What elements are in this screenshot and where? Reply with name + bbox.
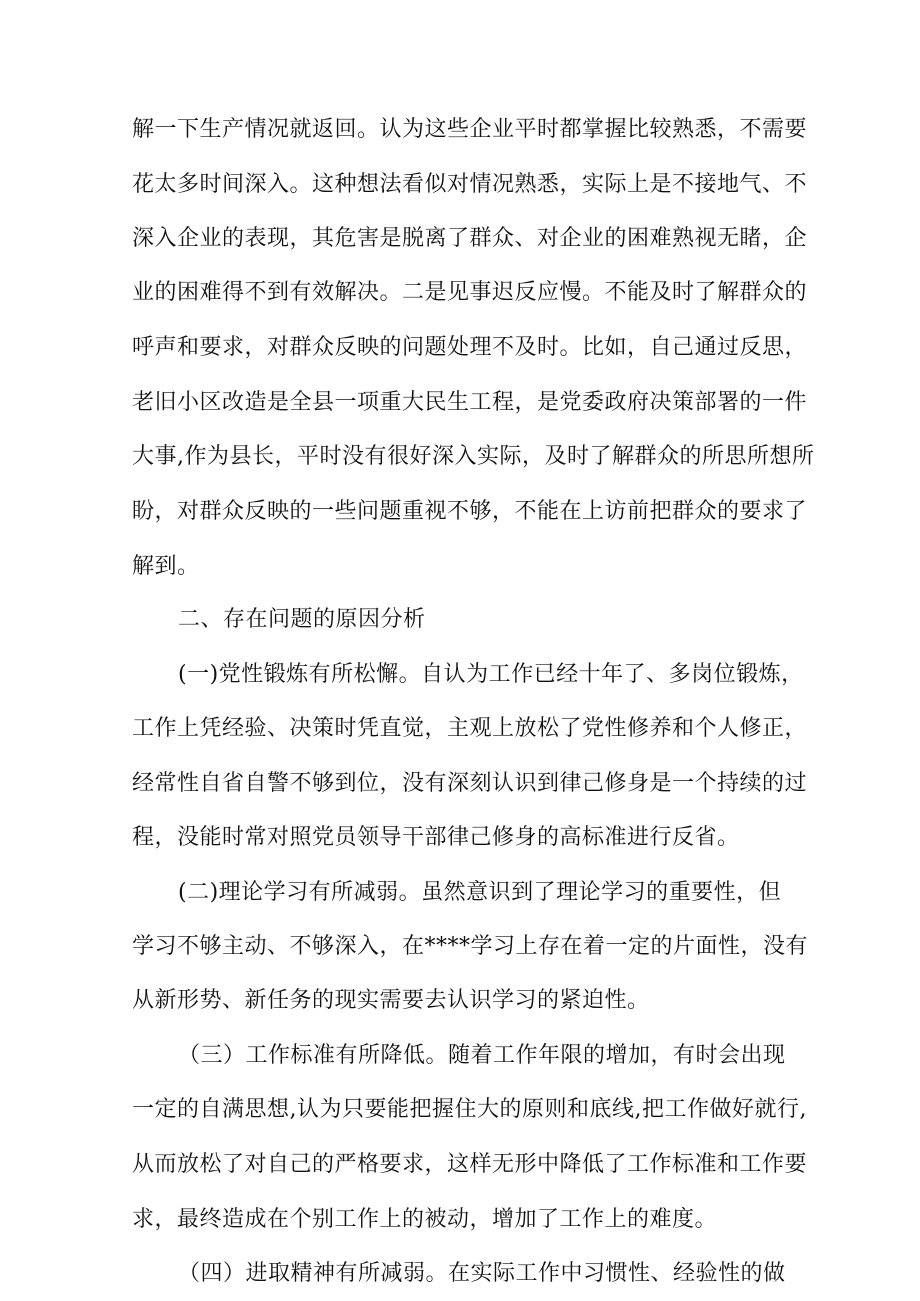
paragraph-line: 老旧小区改造是全县一项重大民生工程，是党委政府决策部署的一件 — [132, 390, 808, 415]
paragraph-line: 求，最终造成在个别工作上的被动，增加了工作上的难度。 — [132, 1207, 718, 1232]
paragraph-line: 大事,作为县长，平时没有很好深入实际，及时了解群众的所思所想所 — [132, 444, 815, 469]
paragraph-line: 呼声和要求，对群众反映的问题处理不及时。比如，自己通过反思， — [132, 335, 808, 360]
paragraph-line: 解到。 — [132, 554, 200, 579]
paragraph-line: （三）工作标准有所降低。随着工作年限的增加，有时会出现 — [178, 1043, 786, 1068]
paragraph-line: 从新形势、新任务的现实需要去认识学习的紧迫性。 — [132, 988, 650, 1013]
paragraph-line: 从而放松了对自己的严格要求，这样无形中降低了工作标准和工作要 — [132, 1152, 808, 1177]
paragraph-line: (一)党性锻炼有所松懈。自认为工作已经十年了、多岗位锻炼， — [178, 662, 804, 687]
paragraph-line: 程，没能时常对照党员领导干部律己修身的高标准进行反省。 — [132, 825, 740, 850]
paragraph-line: 盼，对群众反映的一些问题重视不够，不能在上访前把群众的要求了 — [132, 499, 808, 524]
paragraph-line: (二)理论学习有所减弱。虽然意识到了理论学习的重要性，但 — [178, 880, 782, 905]
paragraph-line: 一定的自满思想,认为只要能把握住大的原则和底线,把工作做好就行, — [132, 1097, 807, 1122]
paragraph-line: 解一下生产情况就返回。认为这些企业平时都掌握比较熟悉，不需要 — [132, 117, 808, 142]
paragraph-line: 学习不够主动、不够深入，在****学习上存在着一定的片面性，没有 — [132, 934, 809, 959]
paragraph-line: 工作上凭经验、决策时凭直觉，主观上放松了党性修养和个人修正， — [132, 716, 808, 741]
paragraph-line: 经常性自省自警不够到位，没有深刻认识到律己修身是一个持续的过 — [132, 771, 808, 796]
paragraph-line: 花太多时间深入。这种想法看似对情况熟悉，实际上是不接地气、不 — [132, 172, 808, 197]
section-heading: 二、存在问题的原因分析 — [178, 607, 426, 632]
paragraph-line: 深入企业的表现，其危害是脱离了群众、对企业的困难熟视无睹，企 — [132, 226, 808, 251]
paragraph-line: 业的困难得不到有效解决。二是见事迟反应慢。不能及时了解群众的 — [132, 280, 808, 305]
paragraph-line: （四）进取精神有所减弱。在实际工作中习惯性、经验性的做 — [178, 1261, 786, 1286]
